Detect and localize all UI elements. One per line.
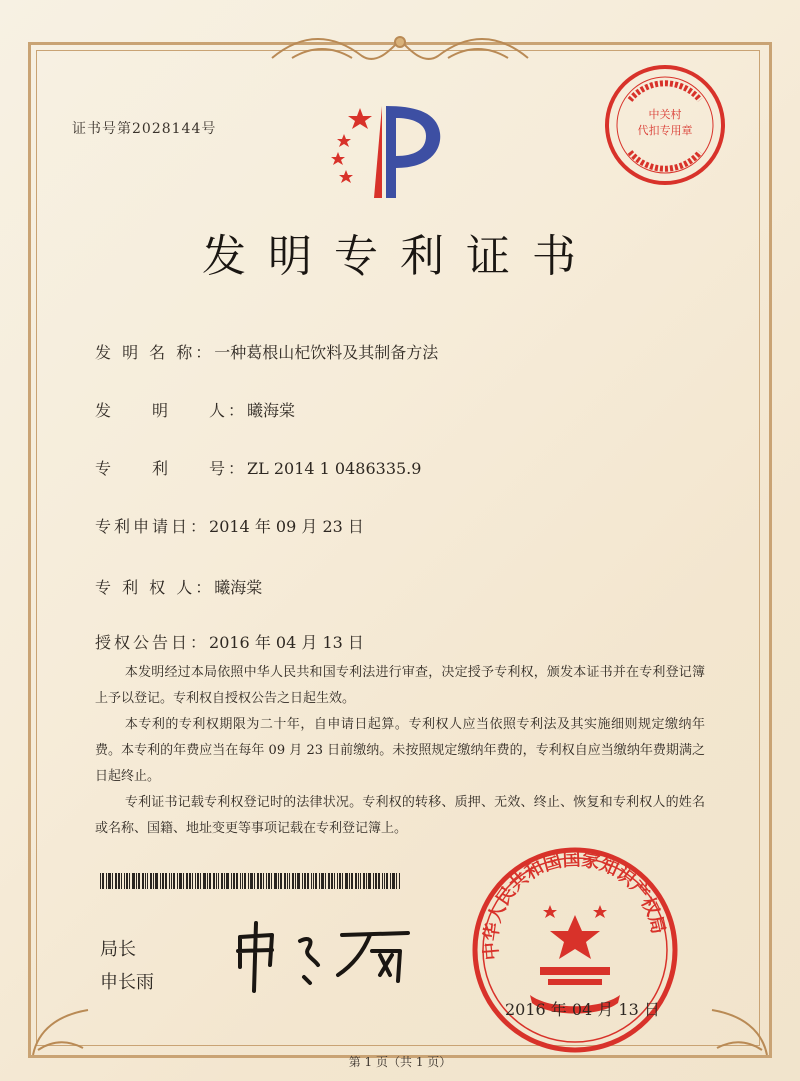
field-label: 授权公告日： bbox=[95, 633, 210, 652]
director-title: 局长 bbox=[100, 939, 136, 960]
certificate-number: 证书号第2028144号 bbox=[72, 121, 217, 137]
inventor-field bbox=[95, 398, 295, 421]
page-number: 第 1 页（共 1 页） bbox=[348, 1055, 452, 1069]
patent-office-emblem-icon bbox=[322, 98, 452, 202]
body-paragraph: 本发明经过本局依照中华人民共和国专利法进行审查，决定授予专利权，颁发本证书并在专利登记簿上予以登记。专利权自授权公告之日起生效。 bbox=[95, 665, 705, 706]
patentee-field bbox=[95, 575, 262, 598]
field-label: 发 明 人： bbox=[95, 401, 248, 420]
field-value: ZL 2014 1 0486335.9 bbox=[247, 459, 422, 478]
top-ornament bbox=[262, 28, 538, 68]
field-value: 2016 年 04 月 13 日 bbox=[209, 633, 364, 652]
handwritten-signature bbox=[230, 915, 420, 995]
field-value: 2014 年 09 月 23 日 bbox=[209, 517, 364, 536]
field-label: 专 利 权 人： bbox=[95, 578, 215, 597]
director-name: 申长雨 bbox=[100, 972, 154, 993]
body-paragraph: 专利证书记载专利权登记时的法律状况。专利权的转移、质押、无效、终止、恢复和专利权人的姓名或名称、国籍、地址变更等事项记载在专利登记簿上。 bbox=[95, 795, 705, 836]
field-value: 曦海棠 bbox=[214, 578, 263, 597]
field-value: 一种葛根山杞饮料及其制备方法 bbox=[214, 343, 439, 362]
field-label: 专利申请日： bbox=[95, 517, 210, 536]
certificate-title: 发明专利证书 bbox=[202, 231, 598, 282]
seal-text: 中华人民共和国国家知识产权局 bbox=[480, 849, 669, 961]
barcode bbox=[100, 873, 400, 889]
bottom-left-ornament bbox=[28, 1000, 108, 1060]
seal-date: 2016 年 04 月 13 日 bbox=[505, 1000, 660, 1019]
grant-date-field bbox=[95, 630, 364, 653]
svg-text:代扣专用章: 代扣专用章 bbox=[637, 124, 693, 137]
national-ip-office-seal-icon bbox=[470, 845, 680, 1055]
certificate-body bbox=[95, 660, 705, 842]
field-label: 发 明 名 称： bbox=[95, 343, 215, 362]
tax-office-seal-icon bbox=[600, 60, 730, 190]
bottom-right-ornament bbox=[692, 1000, 772, 1060]
application-date-field bbox=[95, 514, 364, 537]
field-label: 专 利 号： bbox=[95, 459, 248, 478]
svg-text:中关村: 中关村 bbox=[648, 108, 682, 121]
invention-name-field bbox=[95, 340, 438, 363]
body-paragraph: 本专利的专利权期限为二十年，自申请日起算。专利权人应当依照专利法及其实施细则规定缴纳年费。本专利的年费应当在每年 09 月 23 日前缴纳。未按照规定缴纳年费的，专利权自应当缴纳年费期满之日起终止。 bbox=[95, 717, 705, 784]
patent-number-field bbox=[95, 456, 421, 479]
field-value: 曦海棠 bbox=[247, 401, 296, 420]
